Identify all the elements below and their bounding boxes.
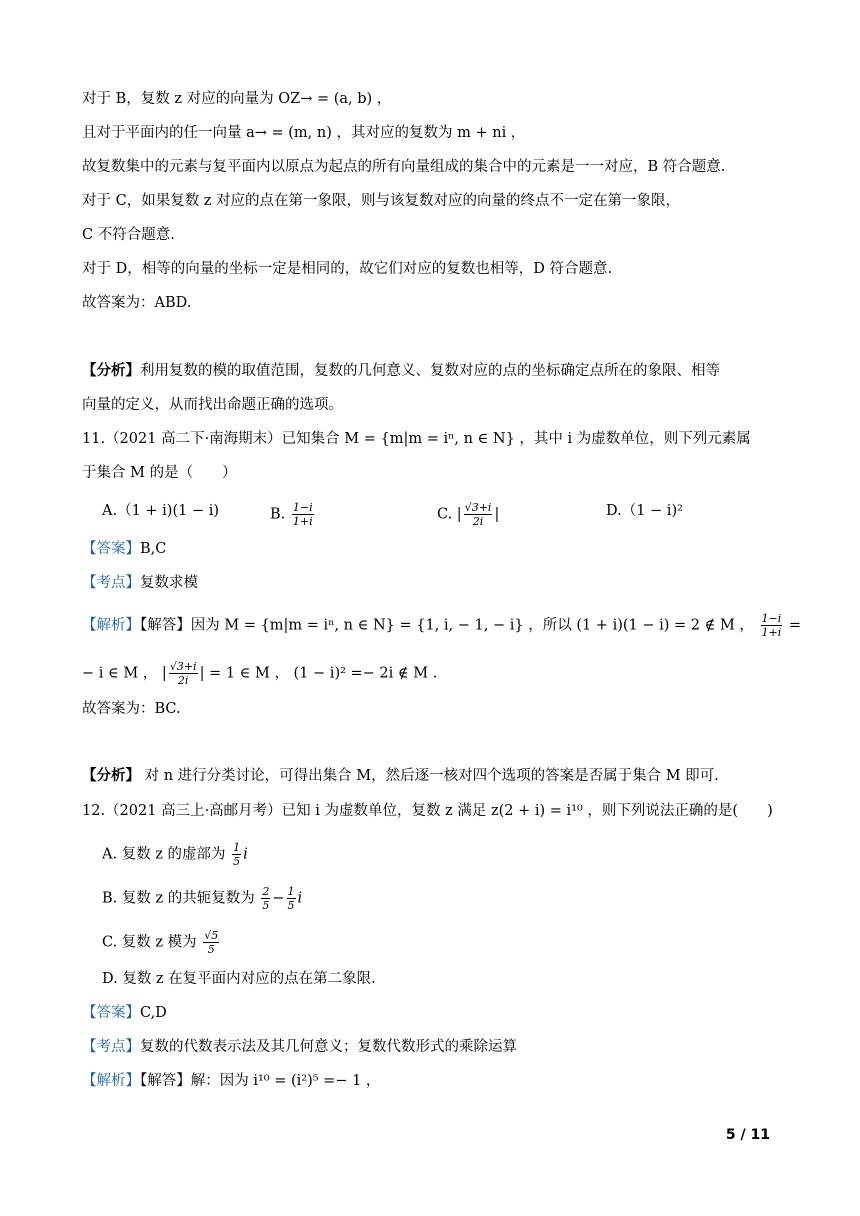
numerator: 1−i — [761, 612, 782, 625]
text-line: 向量的定义，从而找出命题正确的选项。 — [82, 397, 343, 413]
analysis-tag: 【分析】 — [82, 767, 140, 784]
minus-sign: − — [272, 890, 285, 907]
solution-line — [82, 612, 801, 639]
fraction — [761, 612, 783, 639]
text-line: 且对于平面内的任一向量 a→ = (m, n) ，其对应的复数为 m + ni ， — [82, 125, 526, 141]
knowledge-point-tag: 【考点】 — [82, 575, 140, 591]
option-text: B. 复数 z 的共轭复数为 — [102, 890, 255, 907]
option-text: A. 复数 z 的虚部为 — [102, 846, 226, 863]
knowledge-point-tag: 【考点】 — [82, 1039, 140, 1055]
solution-line — [82, 1071, 380, 1091]
q12-option-d: D. 复数 z 在复平面内对应的点在第二象限. — [102, 971, 376, 987]
fraction — [464, 501, 493, 528]
text-line: 故答案为：BC. — [82, 701, 181, 717]
denominator: 1+i — [292, 515, 313, 528]
solution-text: | = 1 ∈ M ， (1 − i)² =− 2i ∉ M . — [199, 665, 438, 682]
solution-tag: 【解析】 — [82, 1073, 140, 1089]
numerator: 1−i — [292, 501, 313, 514]
abs-bar: | — [494, 506, 500, 523]
answer-line — [82, 1003, 167, 1023]
text-line: C 不符合题意. — [82, 227, 175, 243]
option-text: C. 复数 z 模为 — [102, 934, 197, 951]
fraction — [287, 885, 296, 912]
answer-tag: 【答案】 — [82, 1005, 140, 1021]
q11-option-b — [270, 501, 316, 528]
denominator: 2i — [177, 674, 189, 687]
solution-line — [82, 660, 437, 687]
fraction — [203, 929, 219, 956]
q11-option-a: A.（1 + i)(1 − i) — [102, 503, 220, 519]
q11-option-d: D.（1 − i)² — [606, 503, 683, 519]
denominator: 5 — [262, 899, 270, 912]
q12-option-a — [102, 841, 248, 868]
page-number: 5 / 11 — [725, 1127, 770, 1143]
q11-option-c — [437, 501, 499, 528]
answer-value: C,D — [140, 1005, 167, 1021]
imaginary-unit: i — [297, 890, 303, 907]
answer-tag: 【答案】 — [82, 541, 140, 557]
numerator: √5 — [204, 929, 219, 942]
answer-line — [82, 539, 166, 559]
text-line: 对于 C，如果复数 z 对应的点在第一象限，则与该复数对应的向量的终点不一定在第一象限， — [82, 193, 681, 209]
denominator: 5 — [233, 855, 241, 868]
denominator: 5 — [287, 899, 295, 912]
numerator: 2 — [262, 885, 270, 898]
solution-tag: 【解析】 — [82, 617, 140, 634]
text-line: 对于 B，复数 z 对应的向量为 OZ→ = (a, b) ， — [82, 91, 392, 107]
analysis-text: 对 n 进行分类讨论，可得出集合 M，然后逐一核对四个选项的答案是否属于集合 M 即可. — [140, 768, 719, 784]
numerator: √3+i — [169, 660, 197, 673]
numerator: 1 — [233, 841, 241, 854]
analysis-paragraph — [82, 361, 720, 381]
q12-option-b — [102, 885, 302, 912]
knowledge-point-line — [82, 573, 198, 593]
solution-text: − i ∈ M ， | — [82, 665, 167, 682]
fraction — [232, 841, 241, 868]
knowledge-point-line — [82, 1037, 517, 1057]
imaginary-unit: i — [243, 846, 248, 863]
analysis-tag: 【分析】 — [82, 362, 140, 379]
analysis-paragraph — [82, 766, 719, 786]
text-line: 故答案为：ABD. — [82, 295, 192, 311]
answer-value: B,C — [140, 541, 167, 557]
knowledge-point-value: 复数的代数表示法及其几何意义；复数代数形式的乘除运算 — [140, 1039, 517, 1055]
solution-text: 【解答】因为 M = {m|m = iⁿ, n ∈ N} = {1, i, − 1, − i} ，所以 (1 + i)(1 − i) = 2 ∉ M ， — [140, 617, 754, 634]
q12-option-c — [102, 929, 221, 956]
numerator: √3+i — [464, 501, 492, 514]
text-line: 对于 D，相等的向量的坐标一定是相同的，故它们对应的复数也相等，D 符合题意. — [82, 261, 613, 277]
fraction — [261, 885, 270, 912]
fraction — [292, 501, 314, 528]
question-12-stem: 12.（2021 高三上·高邮月考）已知 i 为虚数单位，复数 z 满足 z(2 + i) = i¹⁰ ，则下列说法正确的是( ) — [82, 803, 773, 819]
analysis-text: 利用复数的模的取值范围，复数的几何意义、复数对应的点的坐标确定点所在的象限、相等 — [140, 363, 720, 379]
q11-option-b-label: B. — [270, 506, 286, 523]
q11-option-c-label: C. | — [437, 506, 462, 523]
numerator: 1 — [287, 885, 295, 898]
fraction — [169, 660, 198, 687]
question-11-stem: 11.（2021 高二下·南海期末）已知集合 M = {m|m = iⁿ, n ∈ N} ，其中 i 为虚数单位，则下列元素属 — [82, 431, 751, 447]
question-11-stem: 于集合 M 的是（ ） — [82, 465, 237, 481]
knowledge-point-value: 复数求模 — [140, 575, 198, 591]
denominator: 5 — [207, 943, 215, 956]
solution-text: 【解答】解：因为 i¹⁰ = (i²)⁵ =− 1 ， — [140, 1073, 381, 1089]
denominator: 1+i — [761, 626, 782, 639]
text-line: 故复数集中的元素与复平面内以原点为起点的所有向量组成的集合中的元素是一一对应，B 符合题意. — [82, 159, 726, 175]
denominator: 2i — [472, 515, 484, 528]
equals-sign: = — [784, 617, 802, 634]
